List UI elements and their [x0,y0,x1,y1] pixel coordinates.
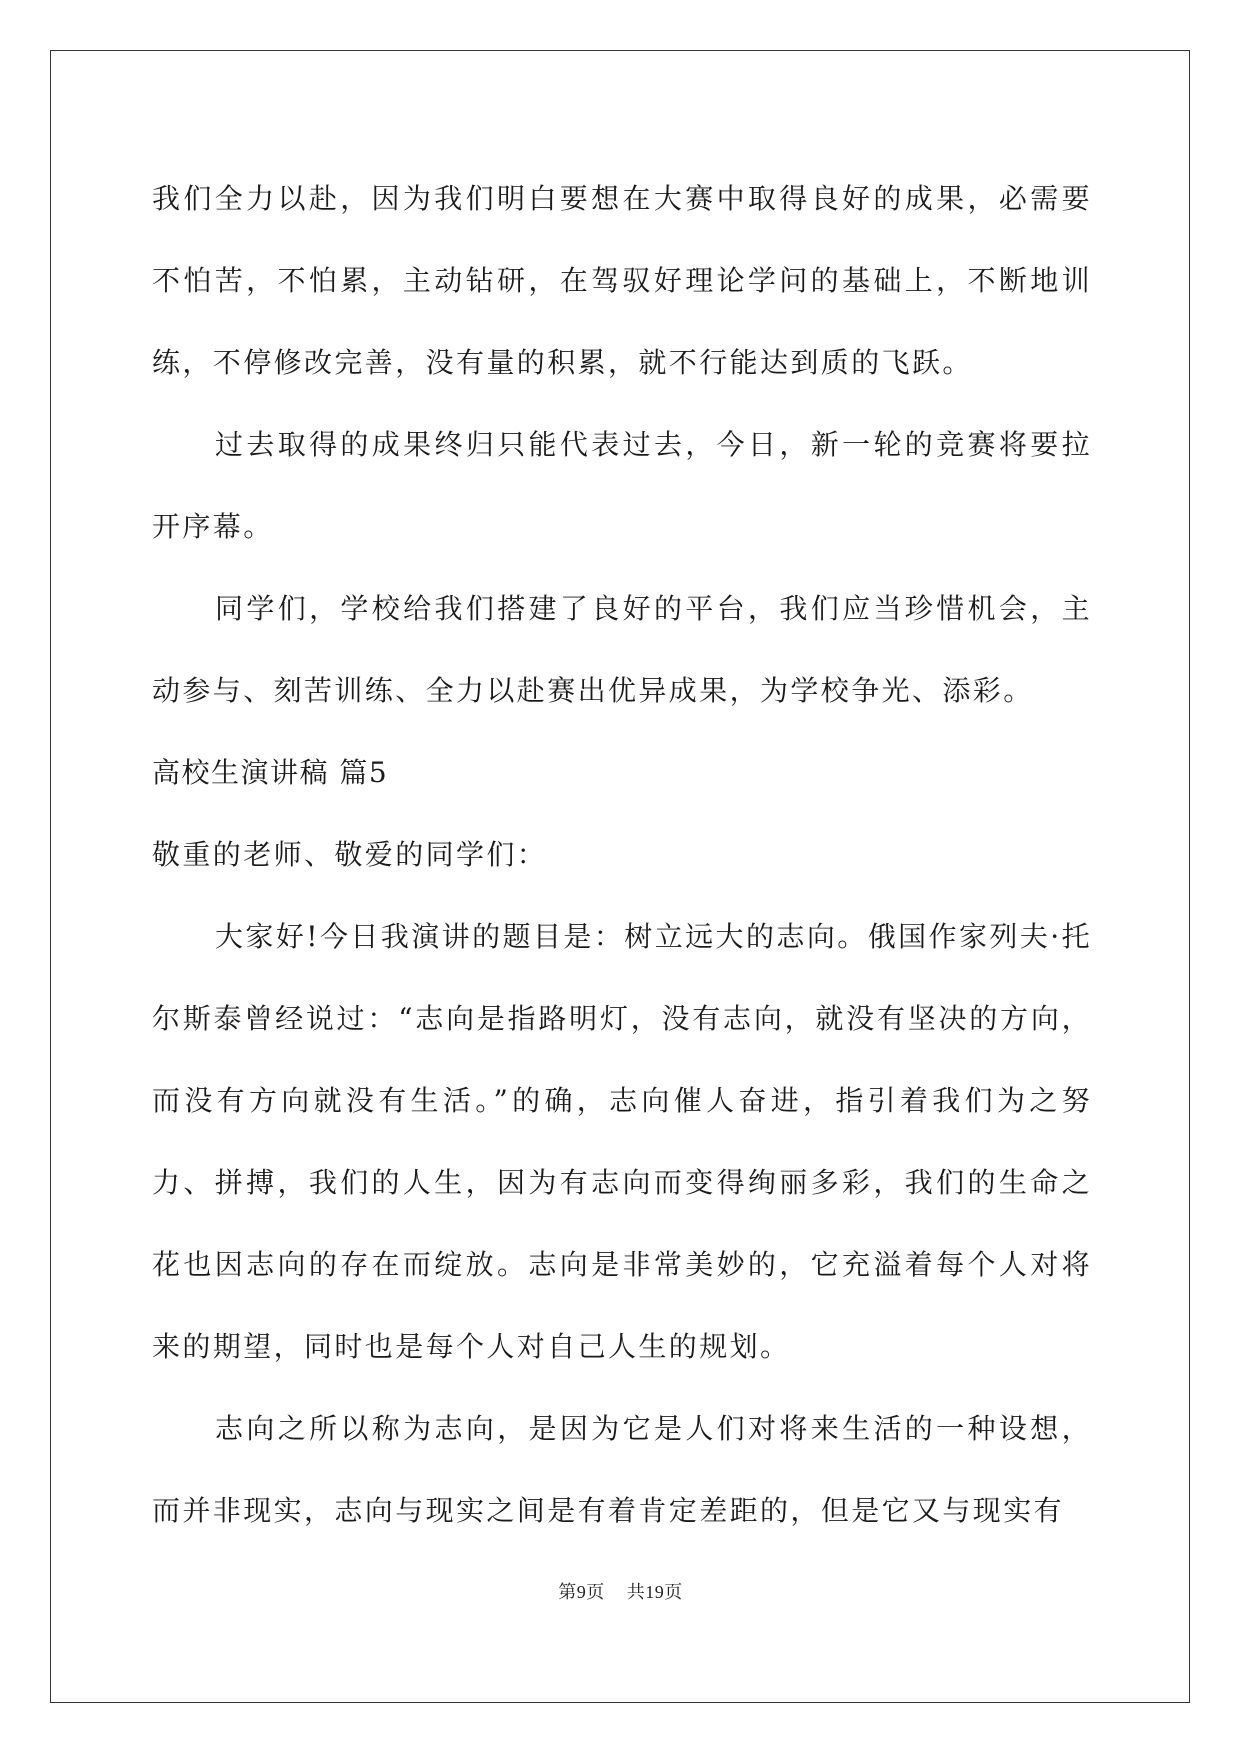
page-total: 共19页 [626,1582,683,1602]
paragraph: 同学们，学校给我们搭建了良好的平台，我们应当珍惜机会，主动参与、刻苦训练、全力以赴赛出优异成果，为学校争光、添彩。 [152,592,1092,707]
section-heading: 高校生演讲稿 篇5 [152,756,389,789]
paragraph: 过去取得的成果终归只能代表过去，今日，新一轮的竞赛将要拉开序幕。 [152,428,1092,543]
page-number: 第9页 [558,1582,605,1602]
paragraph: 大家好!今日我演讲的题目是：树立远大的志向。俄国作家列夫·托尔斯泰曾经说过：“志向是指路明灯，没有志向，就没有坚决的方向，而没有方向就没有生活。”的确，志向催人奋进，指引着我们为之努力、拼搏，我们的人生，因为有志向而变得绚丽多彩，我们的生命之花也因志向的存在而绽放。志向是非常美妙的，它充溢着每个人对将来的期望，同时也是每个人对自己人生的规划。 [152,920,1092,1363]
salutation: 敬重的老师、敬爱的同学们： [152,838,548,871]
page-footer [0,1578,1241,1604]
paragraph: 志向之所以称为志向，是因为它是人们对将来生活的一种设想，而并非现实，志向与现实之间是有着肯定差距的，但是它又与现实有 [152,1412,1092,1527]
document-body [152,158,1092,1552]
paragraph: 我们全力以赴，因为我们明白要想在大赛中取得良好的成果，必需要不怕苦，不怕累，主动钻研，在驾驭好理论学问的基础上，不断地训练，不停修改完善，没有量的积累，就不行能达到质的飞跃。 [152,182,1092,379]
